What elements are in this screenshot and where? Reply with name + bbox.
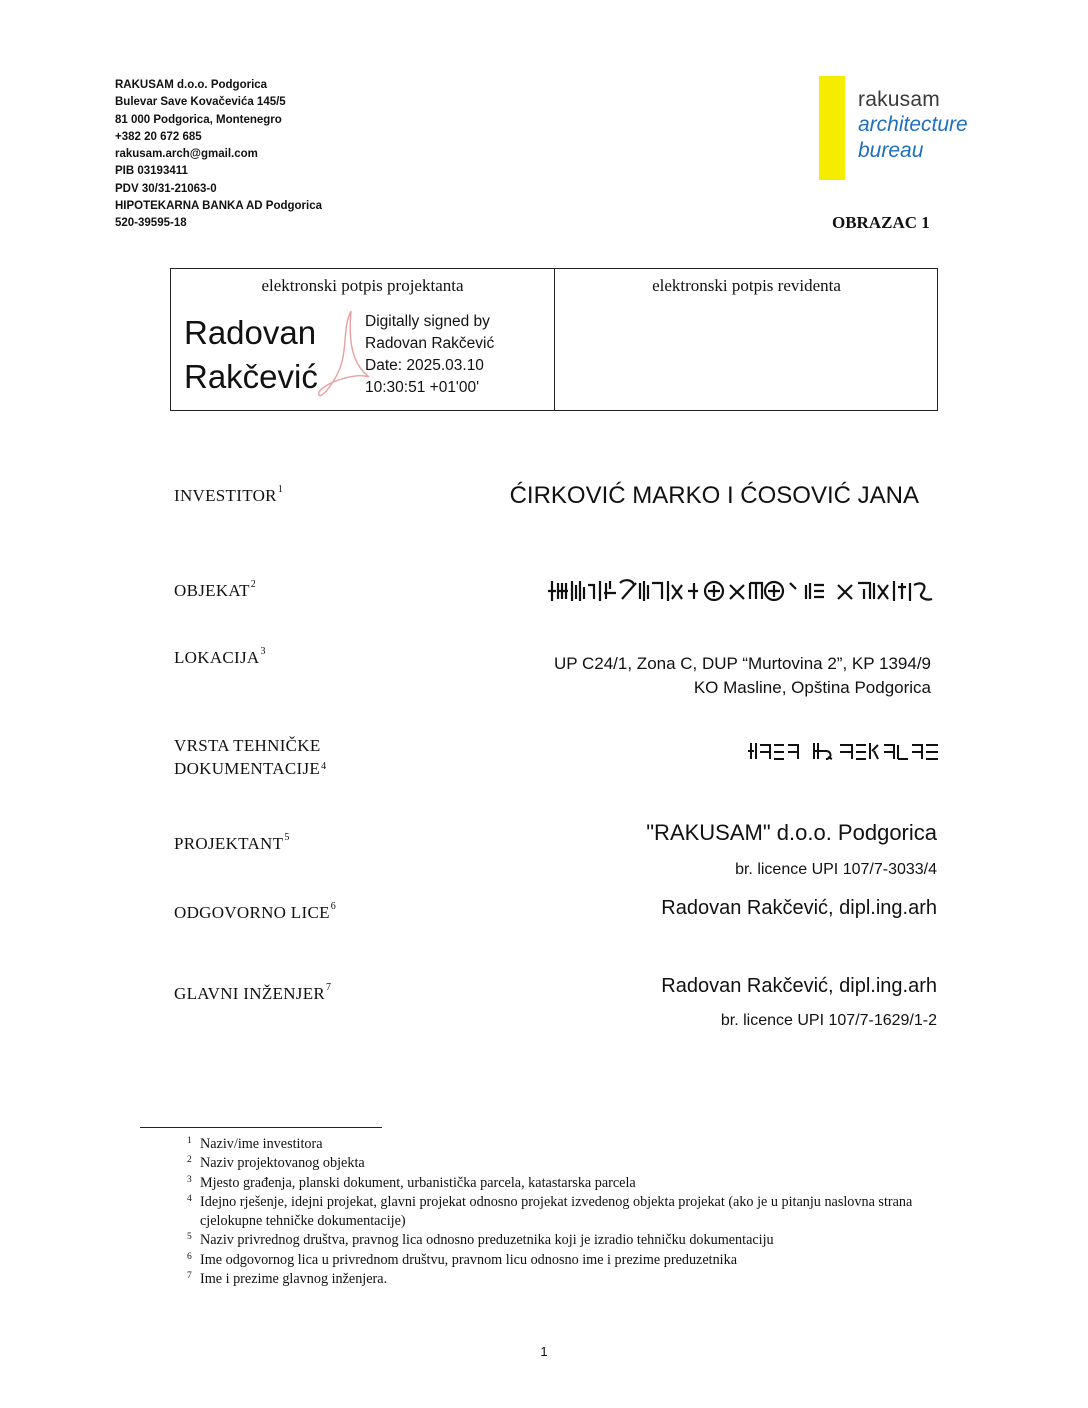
signature-time: 10:30:51 +01'00' — [365, 379, 480, 396]
logo-line-2: architecture — [858, 113, 968, 136]
logo-line-1: rakusam — [858, 88, 940, 111]
designer-license: br. licence UPI 107/7-3033/4 — [735, 861, 937, 878]
footnote-item: 1 Naziv/ime investitora — [187, 1136, 323, 1152]
doc-type-label: VRSTA TEHNIČKE DOKUMENTACIJE$^4$ — [174, 736, 327, 778]
footnote-item: 5 Naziv privrednog društva, pravnog lica odnosno preduzetnika koji je izradio tehničku dokumentaciju — [187, 1232, 774, 1249]
chief-engineer-license: br. licence UPI 107/7-1629/1-2 — [720, 1012, 937, 1029]
company-email: rakusam.arch@gmail.com — [115, 148, 258, 161]
footnote-item: 6 Ime odgovornog lica u privrednom društvu, pravnom licu odnosno ime i prezime preduzetnika — [187, 1251, 738, 1268]
footnote-item: 2 Naziv projektovanog objekta — [187, 1155, 365, 1172]
company-logo — [819, 76, 1019, 182]
signer-name — [184, 311, 318, 399]
footnote-separator — [140, 1127, 382, 1128]
signer-last-name: Rakčević — [184, 358, 318, 395]
form-number: OBRAZAC 1 — [832, 213, 930, 232]
designer-label: PROJEKTANT$^5$ — [174, 832, 290, 853]
responsible-person-value: Radovan Rakčević, dipl.ing.arh — [661, 897, 937, 919]
company-pdv: PDV 30/31-21063-0 — [115, 182, 217, 195]
footnotes — [187, 1135, 947, 1289]
logo-yellow-bar — [819, 76, 845, 180]
investor-value: ĆIRKOVIĆ MARKO I ĆOSOVIĆ JANA — [509, 482, 919, 509]
object-value-garbled-glyphs — [544, 575, 944, 605]
company-account: 520-39595-18 — [115, 217, 187, 230]
designer-value: "RAKUSAM" d.o.o. Podgorica — [646, 820, 937, 845]
page-number: 1 — [540, 1344, 548, 1359]
company-city: 81 000 Podgorica, Montenegro — [115, 113, 282, 126]
location-line-2: KO Masline, Opština Podgorica — [693, 678, 931, 697]
company-bank: HIPOTEKARNA BANKA AD Podgorica — [115, 200, 323, 213]
signer-first-name: Radovan — [184, 314, 317, 351]
location-value — [554, 652, 931, 700]
doc-type-value-garbled-glyphs — [744, 739, 944, 763]
location-line-1: UP C24/1, Zona C, DUP “Murtovina 2”, KP 1394/9 — [553, 654, 931, 673]
designer-signature-header: elektronski potpis projektanta — [261, 276, 464, 295]
location-label: LOKACIJA$^3$ — [174, 646, 266, 667]
signature-date: Date: 2025.03.10 — [365, 357, 484, 374]
company-name: RAKUSAM d.o.o. Podgorica — [115, 79, 268, 91]
chief-engineer-label: GLAVNI INŽENJER$^7$ — [174, 982, 332, 1003]
signature-table — [170, 268, 938, 411]
signature-detail-line: Radovan Rakčević — [365, 335, 495, 352]
object-label: OBJEKAT$^2$ — [174, 579, 257, 600]
reviewer-signature-header: elektronski potpis revidenta — [652, 276, 841, 295]
footnote-item: 3 Mjesto građenja, planski dokument, urbanistička parcela, katastarska parcela — [187, 1174, 636, 1191]
company-info — [115, 77, 322, 233]
digital-signature-icon[interactable] — [313, 307, 373, 403]
footnote-item: 7 Ime i prezime glavnog inženjera. — [187, 1271, 388, 1288]
company-pib: PIB 03193411 — [115, 165, 188, 178]
signature-details — [365, 311, 494, 399]
footnote-item: 4 Idejno rješenje, idejni projekat, glavni projekat odnosno projekat izvedenog objekta projekat (ako je u pitanju naslovna strana cjelokupne tehničke dokumentacije) — [187, 1193, 913, 1230]
investor-label: INVESTITOR$^1$ — [174, 484, 284, 505]
company-phone: +382 20 672 685 — [115, 130, 202, 143]
logo-line-3: bureau — [858, 139, 924, 162]
responsible-person-label: ODGOVORNO LICE$^6$ — [174, 901, 337, 922]
signature-detail-line: Digitally signed by — [365, 313, 490, 330]
company-address: Bulevar Save Kovačevića 145/5 — [115, 96, 286, 109]
chief-engineer-value: Radovan Rakčević, dipl.ing.arh — [661, 975, 937, 997]
